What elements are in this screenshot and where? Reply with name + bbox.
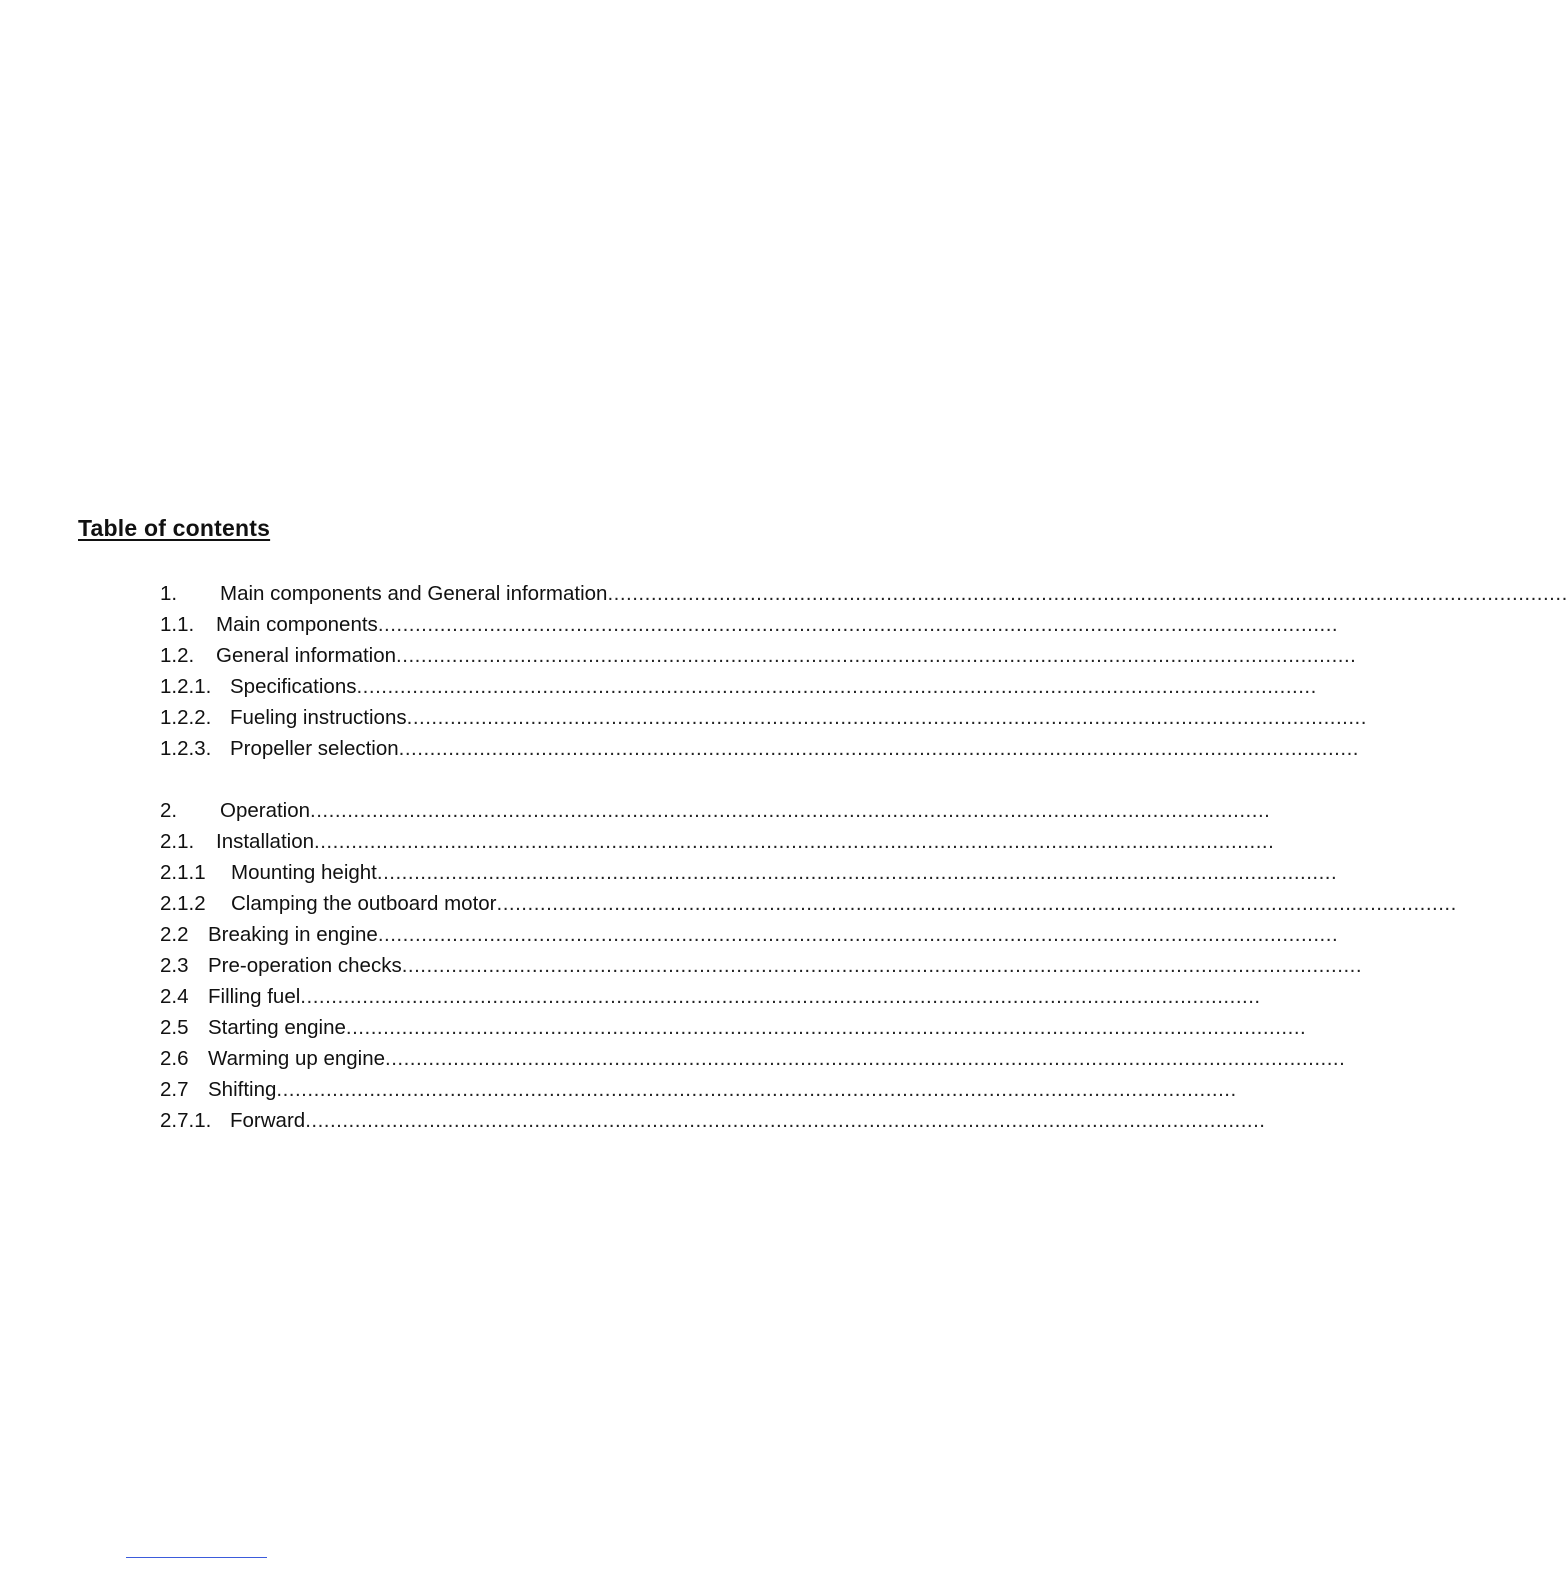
toc-dot-leader: ........................................................................................................................................................... [314,830,1275,853]
toc-dot-leader: ........................................................................................................................................................... [607,582,1568,605]
toc-dot-leader: ........................................................................................................................................................... [406,706,1367,729]
toc-entry-title: Starting engine [208,1016,346,1039]
toc-entry-number: 2.7.1. [160,1109,212,1132]
toc-entry-number: 2.4 [160,985,189,1008]
toc-dot-leader: ........................................................................................................................................................... [300,985,1261,1008]
toc-entry[interactable] [160,826,1275,857]
toc-entry[interactable] [160,1074,1237,1105]
toc-entry[interactable] [160,609,1339,640]
toc-entry-title: Filling fuel [208,985,301,1008]
toc-entry[interactable] [160,857,1338,888]
toc-dot-leader: ........................................................................................................................................................... [310,799,1271,822]
toc-dot-leader: ........................................................................................................................................................... [385,1047,1346,1070]
toc-entry-title: General information [216,644,397,667]
toc-entry-title: Forward [230,1109,306,1132]
toc-entry[interactable] [160,640,1357,671]
toc-entry[interactable] [160,981,1261,1012]
toc-entry-title: Clamping the outboard motor [231,892,497,915]
toc-entry-number: 2.1.1 [160,861,206,884]
toc-dot-leader: ........................................................................................................................................................... [377,923,1339,946]
toc-entry[interactable] [160,702,1367,733]
toc-entry[interactable] [160,888,1457,919]
toc-entry-title: Breaking in engine [208,923,378,946]
toc-dot-leader: ........................................................................................................................................................... [345,1016,1307,1039]
toc-entry-number: 2.1.2 [160,892,206,915]
toc-entry-number: 1.2.1. [160,675,212,698]
toc-dot-leader: ........................................................................................................................................................... [356,675,1317,698]
toc-entry-number: 2.1. [160,830,195,853]
toc-entry-title: Pre-operation checks [208,954,402,977]
toc-heading: Table of contents [78,515,271,541]
toc-entry-number: 2.7 [160,1078,189,1101]
toc-entry-title: Warming up engine [208,1047,386,1070]
toc-entry-number: 1.1. [160,613,195,636]
toc-entry[interactable] [160,950,1363,981]
toc-entry-number: 2.6 [160,1047,189,1070]
toc-entry-number: 1.2.3. [160,737,212,760]
toc-entry[interactable] [160,671,1317,702]
toc-entry[interactable] [160,795,1271,826]
toc-entry-title: Specifications [230,675,357,698]
toc-entry-number: 2. [160,799,178,822]
toc-entry[interactable] [160,733,1359,764]
toc-entry-number: 1.2.2. [160,706,212,729]
toc-entry-number: 2.2 [160,923,189,946]
toc-dot-leader: ........................................................................................................................................................... [496,892,1457,915]
toc-entry-number: 2.5 [160,1016,189,1039]
toc-entry-title: Propeller selection [230,737,399,760]
toc-entry-title: Mounting height [231,861,377,884]
toc-entry-title: Main components [216,613,378,636]
toc-entry-number: 1.2. [160,644,195,667]
toc-entry-title: Shifting [208,1078,277,1101]
toc-entry-number: 1. [160,582,178,605]
toc-dot-leader: ........................................................................................................................................................... [401,954,1363,977]
toc-list [160,578,1568,1136]
toc-dot-leader: ........................................................................................................................................................... [398,737,1359,760]
toc-dot-leader: ........................................................................................................................................................... [396,644,1357,667]
toc-entry-title: Fueling instructions [230,706,407,729]
toc-dot-leader: ........................................................................................................................................................... [377,613,1339,636]
toc-entry[interactable] [160,919,1339,950]
toc-entry[interactable] [160,1043,1346,1074]
toc-entry-title: Operation [220,799,311,822]
toc-entry-number: 2.3 [160,954,189,977]
toc-entry-title: Main components and General information [220,582,608,605]
toc-dot-leader: ........................................................................................................................................................... [276,1078,1237,1101]
toc-entry[interactable] [160,1012,1307,1043]
toc-entry-title: Installation [216,830,315,853]
footnote-separator [126,1557,267,1558]
toc-entry[interactable] [160,1105,1266,1136]
toc-entry[interactable] [160,578,1568,609]
toc-dot-leader: ........................................................................................................................................................... [305,1109,1266,1132]
toc-dot-leader: ........................................................................................................................................................... [376,861,1338,884]
